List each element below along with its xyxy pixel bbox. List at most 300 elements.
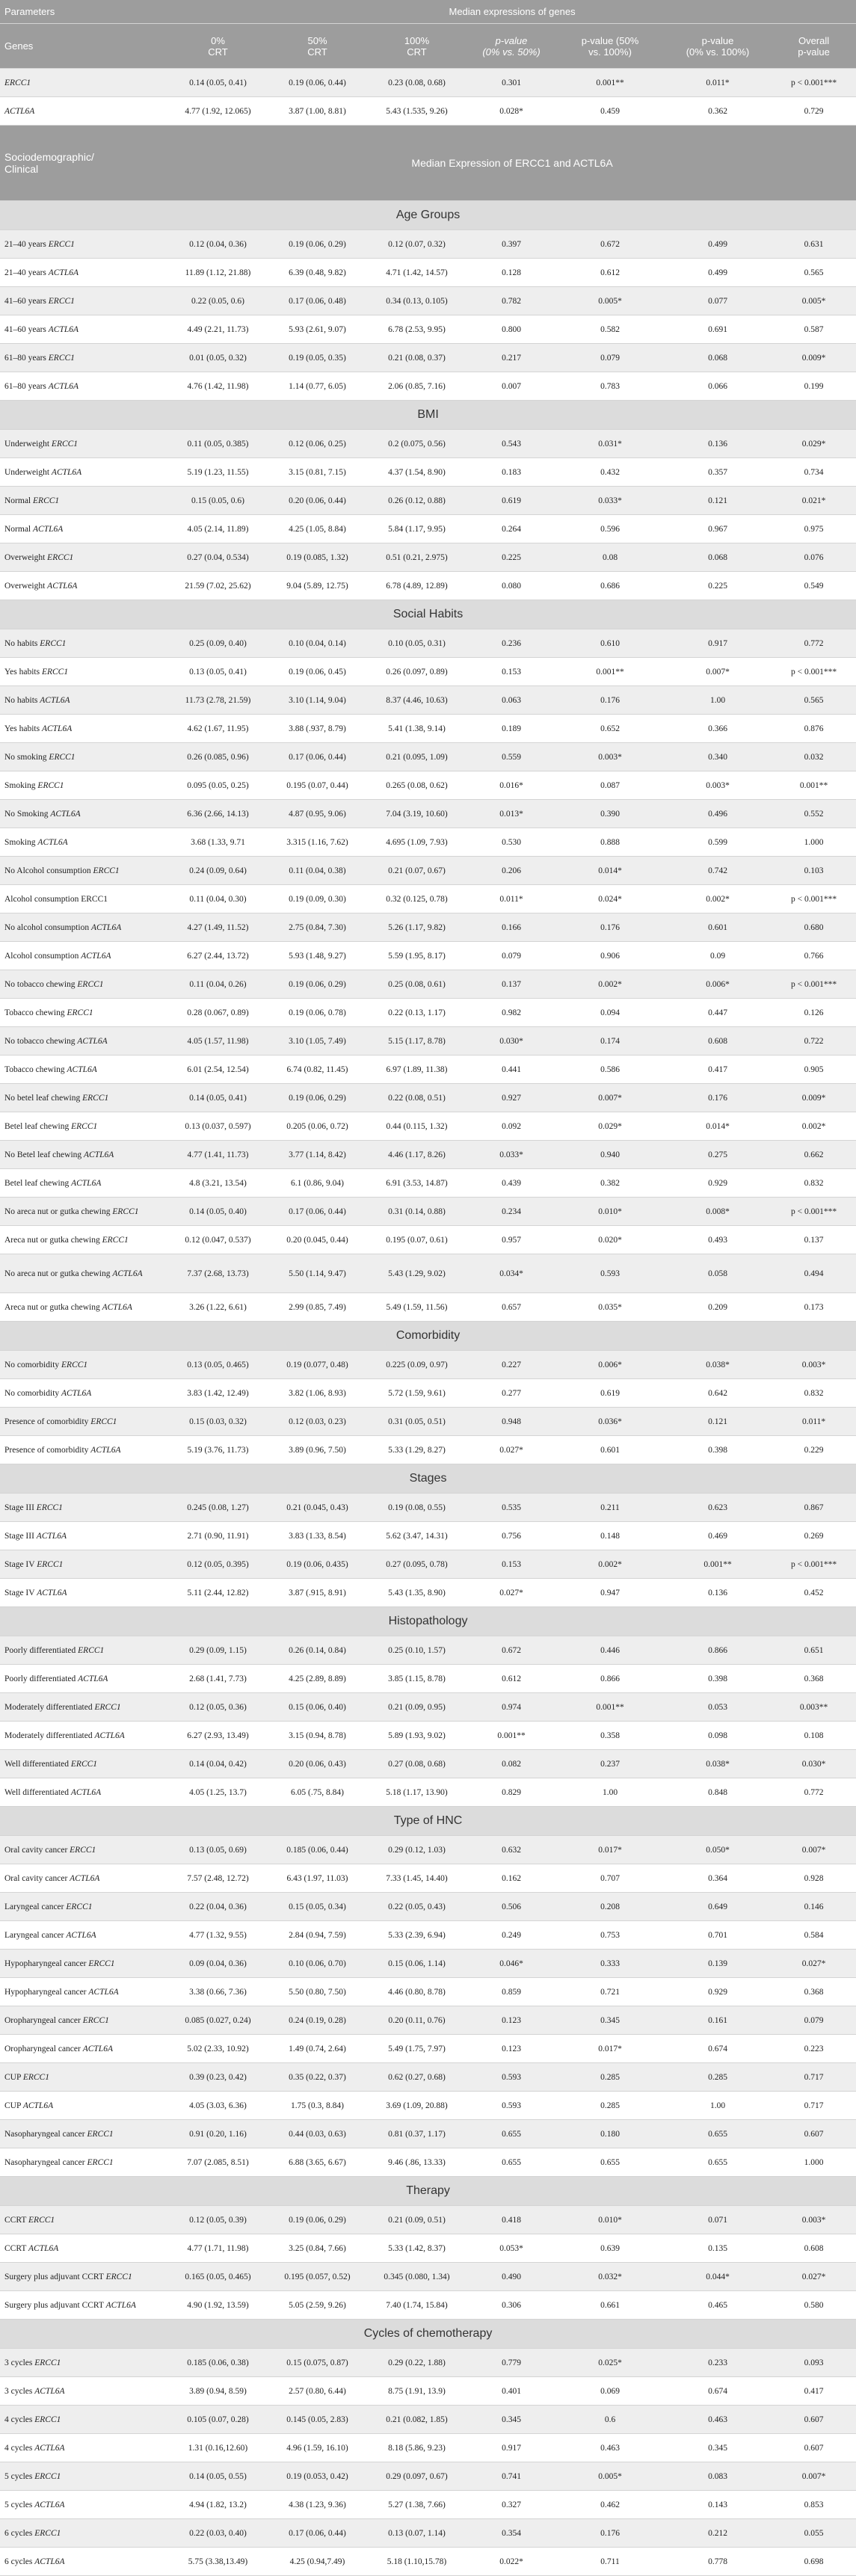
- table-row: [0, 315, 856, 344]
- row-label-text: Stage IV: [4, 1588, 35, 1597]
- table-cell: 0.176: [556, 2519, 664, 2548]
- table-row: [0, 2006, 856, 2035]
- table-row: [0, 430, 856, 458]
- gene-name: ACTL6A: [0, 97, 168, 126]
- median-title: Median expressions of genes: [168, 0, 856, 24]
- table-cell: 0.742: [664, 857, 772, 885]
- table-cell: 0.036*: [556, 1408, 664, 1436]
- table-cell: 0.417: [664, 1056, 772, 1084]
- table-cell: 4.94 (1.82, 13.2): [168, 2491, 268, 2519]
- table-cell: 0.083: [664, 2462, 772, 2491]
- table-cell: 0.686: [556, 572, 664, 600]
- table-cell: 6.39 (0.48, 9.82): [268, 259, 367, 287]
- table-cell: 9.04 (5.89, 12.75): [268, 572, 367, 600]
- row-label: [0, 572, 168, 600]
- row-label-text: Betel leaf chewing: [4, 1121, 70, 1131]
- row-label: [0, 970, 168, 999]
- table-cell: 0.19 (0.06, 0.29): [268, 970, 367, 999]
- table-cell: 0.680: [772, 913, 856, 942]
- table-cell: 0.957: [467, 1226, 556, 1254]
- table-cell: 0.082: [467, 1750, 556, 1778]
- table-cell: 6.1 (0.86, 9.04): [268, 1169, 367, 1198]
- row-label: [0, 1636, 168, 1665]
- table-cell: 0.610: [556, 629, 664, 658]
- table-cell: 11.89 (1.12, 21.88): [168, 259, 268, 287]
- gene-name: ACTL6A: [34, 2500, 65, 2509]
- row-label: [0, 430, 168, 458]
- table-cell: 0.094: [556, 999, 664, 1027]
- row-label: [0, 2548, 168, 2576]
- table-cell: 5.33 (1.29, 8.27): [367, 1436, 467, 1464]
- table-cell: 0.948: [467, 1408, 556, 1436]
- table-cell: 1.14 (0.77, 6.05): [268, 372, 367, 401]
- table-cell: p < 0.001***: [772, 69, 856, 97]
- table-cell: 0.017*: [556, 1836, 664, 1864]
- table-cell: 0.080: [467, 572, 556, 600]
- row-label: [0, 1436, 168, 1464]
- table-cell: 5.93 (2.61, 9.07): [268, 315, 367, 344]
- row-label-text: Smoking: [4, 837, 36, 847]
- table-cell: 0.11 (0.04, 0.26): [168, 970, 268, 999]
- table-cell: 0.432: [556, 458, 664, 487]
- row-label-text: Areca nut or gutka chewing: [4, 1235, 100, 1245]
- table-cell: 3.69 (1.09, 20.88): [367, 2092, 467, 2120]
- table-cell: 0.022*: [467, 2548, 556, 2576]
- table-cell: 5.05 (2.59, 9.26): [268, 2291, 367, 2320]
- row-label-text: Laryngeal cancer: [4, 1902, 64, 1911]
- table-cell: 0.12 (0.05, 0.395): [168, 1550, 268, 1579]
- gene-name: ERCC1: [48, 353, 75, 363]
- table-cell: 0.345: [467, 2406, 556, 2434]
- table-cell: 0.354: [467, 2519, 556, 2548]
- table-cell: 6.36 (2.66, 14.13): [168, 800, 268, 828]
- table-cell: 0.245 (0.08, 1.27): [168, 1494, 268, 1522]
- row-label-text: No betel leaf chewing: [4, 1093, 81, 1103]
- table-row: [0, 1494, 856, 1522]
- table-cell: 1.31 (0.16,12.60): [168, 2434, 268, 2462]
- row-label: [0, 2519, 168, 2548]
- gene-name: ACTL6A: [48, 268, 79, 277]
- gene-name: ACTL6A: [67, 1064, 97, 1074]
- table-cell: 0.639: [556, 2234, 664, 2263]
- table-cell: 0.035*: [556, 1293, 664, 1322]
- table-cell: 5.33 (1.42, 8.37): [367, 2234, 467, 2263]
- table-cell: 4.27 (1.49, 11.52): [168, 913, 268, 942]
- table-cell: 0.717: [772, 2092, 856, 2120]
- table-cell: 0.362: [664, 97, 772, 126]
- row-label: [0, 2491, 168, 2519]
- table-cell: 0.619: [467, 487, 556, 515]
- table-cell: 0.017*: [556, 2035, 664, 2063]
- table-cell: 0.22 (0.05, 0.43): [367, 1893, 467, 1921]
- table-cell: 3.77 (1.14, 8.42): [268, 1141, 367, 1169]
- table-cell: 0.345 (0.080, 1.34): [367, 2263, 467, 2291]
- table-cell: 4.25 (0.94,7.49): [268, 2548, 367, 2576]
- table-cell: 0.734: [772, 458, 856, 487]
- table-cell: 0.974: [467, 1693, 556, 1722]
- table-cell: 0.655: [556, 2148, 664, 2177]
- table-row: [0, 1254, 856, 1293]
- table-cell: 0.15 (0.06, 0.40): [268, 1693, 367, 1722]
- gene-name: ERCC1: [66, 1902, 93, 1911]
- table-cell: 0.967: [664, 515, 772, 543]
- table-cell: 0.26 (0.097, 0.89): [367, 658, 467, 686]
- table-cell: 4.87 (0.95, 9.06): [268, 800, 367, 828]
- table-cell: 0.301: [467, 69, 556, 97]
- table-cell: 3.89 (0.94, 8.59): [168, 2377, 268, 2406]
- header-row-parameters: [0, 0, 856, 24]
- table-cell: 0.34 (0.13, 0.105): [367, 287, 467, 315]
- table-cell: 0.15 (0.06, 1.14): [367, 1950, 467, 1978]
- row-label: [0, 800, 168, 828]
- table-cell: 0.020*: [556, 1226, 664, 1254]
- table-cell: 0.185 (0.06, 0.38): [168, 2349, 268, 2377]
- table-cell: 0.008*: [664, 1198, 772, 1226]
- table-row: [0, 515, 856, 543]
- row-label: [0, 857, 168, 885]
- gene-name: ACTL6A: [70, 1787, 102, 1797]
- table-row: [0, 1693, 856, 1722]
- table-cell: 0.741: [467, 2462, 556, 2491]
- table-cell: 0.227: [467, 1351, 556, 1379]
- table-cell: 0.345: [664, 2434, 772, 2462]
- table-cell: 0.888: [556, 828, 664, 857]
- row-label-text: Laryngeal cancer: [4, 1930, 64, 1940]
- table-row: [0, 658, 856, 686]
- table-row: [0, 2462, 856, 2491]
- row-label-text: Tobacco chewing: [4, 1064, 65, 1074]
- row-label-text: Nasopharyngeal cancer: [4, 2157, 85, 2167]
- row-label: [0, 828, 168, 857]
- table-cell: 8.75 (1.91, 13.9): [367, 2377, 467, 2406]
- gene-name: ACTL6A: [84, 1150, 114, 1159]
- table-cell: 0.17 (0.06, 0.44): [268, 1198, 367, 1226]
- table-row: [0, 230, 856, 259]
- table-cell: 0.29 (0.09, 1.15): [168, 1636, 268, 1665]
- row-label-text: 5 cycles: [4, 2471, 33, 2481]
- table-cell: 0.003*: [772, 1351, 856, 1379]
- table-cell: 0.2 (0.075, 0.56): [367, 430, 467, 458]
- table-cell: 0.063: [467, 686, 556, 715]
- table-cell: 0.582: [556, 315, 664, 344]
- table-cell: 0.494: [772, 1254, 856, 1293]
- row-label: [0, 1665, 168, 1693]
- table-cell: 0.14 (0.04, 0.42): [168, 1750, 268, 1778]
- table-cell: 0.108: [772, 1722, 856, 1750]
- gene-name: ERCC1: [93, 866, 120, 875]
- row-label-text: 4 cycles: [4, 2415, 33, 2424]
- table-cell: 0.225: [467, 543, 556, 572]
- table-cell: 1.00: [556, 1778, 664, 1807]
- row-label-text: Underweight: [4, 439, 50, 449]
- table-cell: 6.27 (2.93, 13.49): [168, 1722, 268, 1750]
- table-cell: 0.866: [556, 1665, 664, 1693]
- table-row: [0, 2234, 856, 2263]
- table-row: [0, 2491, 856, 2519]
- row-label-text: No areca nut or gutka chewing: [4, 1269, 111, 1278]
- table-cell: 0.565: [772, 686, 856, 715]
- table-cell: 0.22 (0.04, 0.36): [168, 1893, 268, 1921]
- table-cell: 0.368: [772, 1665, 856, 1693]
- table-cell: 0.225 (0.09, 0.97): [367, 1351, 467, 1379]
- table-cell: 0.077: [664, 287, 772, 315]
- table-cell: 5.26 (1.17, 9.82): [367, 913, 467, 942]
- gene-name: ACTL6A: [70, 1873, 100, 1883]
- row-label-text: No comorbidity: [4, 1360, 60, 1369]
- table-cell: 0.211: [556, 1494, 664, 1522]
- table-cell: 4.77 (1.92, 12.065): [168, 97, 268, 126]
- table-cell: 0.906: [556, 942, 664, 970]
- table-cell: 0.209: [664, 1293, 772, 1322]
- table-cell: 4.05 (1.57, 11.98): [168, 1027, 268, 1056]
- table-cell: 0.657: [467, 1293, 556, 1322]
- row-label-text: Hypopharyngeal cancer: [4, 1987, 87, 1997]
- row-label-text: No habits: [4, 638, 38, 648]
- table-cell: 0.053*: [467, 2234, 556, 2263]
- table-cell: 0.832: [772, 1169, 856, 1198]
- table-cell: 2.68 (1.41, 7.73): [168, 1665, 268, 1693]
- table-row: [0, 771, 856, 800]
- row-label-text: Moderately differentiated: [4, 1702, 93, 1712]
- table-row: [0, 1778, 856, 1807]
- table-cell: 0.44 (0.03, 0.63): [268, 2120, 367, 2148]
- table-cell: 0.14 (0.05, 0.41): [168, 69, 268, 97]
- table-row: [0, 1550, 856, 1579]
- table-cell: 0.183: [467, 458, 556, 487]
- row-label: [0, 1693, 168, 1722]
- table-cell: 5.33 (2.39, 6.94): [367, 1921, 467, 1950]
- row-label: [0, 2206, 168, 2234]
- row-label-text: Alcohol consumption ERCC1: [4, 894, 108, 904]
- gene-name: ACTL6A: [66, 1930, 96, 1940]
- row-label: [0, 1522, 168, 1550]
- gene-name: ACTL6A: [51, 467, 82, 477]
- table-cell: 0.601: [664, 913, 772, 942]
- table-cell: 0.947: [556, 1579, 664, 1607]
- table-cell: 0.087: [556, 771, 664, 800]
- table-cell: 0.165 (0.05, 0.465): [168, 2263, 268, 2291]
- table-cell: 0.11 (0.04, 0.38): [268, 857, 367, 885]
- table-cell: 0.612: [556, 259, 664, 287]
- sociodemographic-label: Sociodemographic/ Clinical: [0, 126, 168, 201]
- parameters-label: Parameters: [0, 0, 168, 24]
- table-cell: 0.698: [772, 2548, 856, 2576]
- table-cell: 0.19 (0.06, 0.29): [268, 1084, 367, 1112]
- table-cell: 7.57 (2.48, 12.72): [168, 1864, 268, 1893]
- row-label: [0, 1379, 168, 1408]
- table-cell: 0.237: [556, 1750, 664, 1778]
- table-cell: 0.223: [772, 2035, 856, 2063]
- table-cell: 0.982: [467, 999, 556, 1027]
- table-cell: 0.729: [772, 97, 856, 126]
- row-label-text: 5 cycles: [4, 2500, 33, 2509]
- table-cell: 0.176: [664, 1084, 772, 1112]
- table-row: [0, 1056, 856, 1084]
- table-cell: 0.233: [664, 2349, 772, 2377]
- section-title: Comorbidity: [0, 1322, 856, 1351]
- table-cell: 0.135: [664, 2234, 772, 2263]
- table-cell: 0.013*: [467, 800, 556, 828]
- table-cell: 0.285: [556, 2092, 664, 2120]
- table-cell: 0.093: [772, 2349, 856, 2377]
- table-cell: 0.21 (0.045, 0.43): [268, 1494, 367, 1522]
- row-label-text: Underweight: [4, 467, 50, 477]
- table-cell: 0.007*: [772, 1836, 856, 1864]
- table-cell: 4.96 (1.59, 16.10): [268, 2434, 367, 2462]
- table-cell: 0.25 (0.09, 0.40): [168, 629, 268, 658]
- table-cell: 0.459: [556, 97, 664, 126]
- row-label-text: 3 cycles: [4, 2358, 33, 2367]
- table-cell: 0.285: [664, 2063, 772, 2092]
- row-label-text: Oropharyngeal cancer: [4, 2044, 81, 2053]
- row-label: [0, 1750, 168, 1778]
- table-cell: 0.586: [556, 1056, 664, 1084]
- row-label-text: Moderately differentiated: [4, 1731, 93, 1740]
- table-cell: 3.85 (1.15, 8.78): [367, 1665, 467, 1693]
- table-cell: 5.49 (1.59, 11.56): [367, 1293, 467, 1322]
- table-cell: 4.05 (1.25, 13.7): [168, 1778, 268, 1807]
- gene-name: ACTL6A: [105, 2300, 136, 2310]
- table-cell: 0.44 (0.115, 1.32): [367, 1112, 467, 1141]
- row-label-text: Yes habits: [4, 667, 40, 677]
- table-row: [0, 1893, 856, 1921]
- row-label-text: Stage III: [4, 1503, 34, 1512]
- table-cell: 0.31 (0.05, 0.51): [367, 1408, 467, 1436]
- table-cell: 0.25 (0.10, 1.57): [367, 1636, 467, 1665]
- table-cell: 7.40 (1.74, 15.84): [367, 2291, 467, 2320]
- table-cell: 0.619: [556, 1379, 664, 1408]
- table-cell: 0.465: [664, 2291, 772, 2320]
- table-row: [0, 828, 856, 857]
- table-cell: 0.929: [664, 1169, 772, 1198]
- table-cell: 0.35 (0.22, 0.37): [268, 2063, 367, 2092]
- table-cell: 2.99 (0.85, 7.49): [268, 1293, 367, 1322]
- table-cell: 0.19 (0.077, 0.48): [268, 1351, 367, 1379]
- table-cell: 4.38 (1.23, 9.36): [268, 2491, 367, 2519]
- row-label-text: Normal: [4, 524, 31, 534]
- table-cell: 0.21 (0.082, 1.85): [367, 2406, 467, 2434]
- table-cell: 4.05 (3.03, 6.36): [168, 2092, 268, 2120]
- table-row: [0, 1379, 856, 1408]
- table-cell: 0.033*: [467, 1141, 556, 1169]
- section-title: BMI: [0, 401, 856, 430]
- section-title: Stages: [0, 1464, 856, 1494]
- table-cell: 0.14 (0.05, 0.40): [168, 1198, 268, 1226]
- table-cell: 0.674: [664, 2035, 772, 2063]
- col-header: 100% CRT: [367, 24, 467, 69]
- table-cell: 0.030*: [467, 1027, 556, 1056]
- row-label: [0, 1293, 168, 1322]
- table-cell: 0.010*: [556, 1198, 664, 1226]
- table-cell: 0.010*: [556, 2206, 664, 2234]
- gene-name: ERCC1: [36, 1503, 63, 1512]
- gene-name: ACTL6A: [34, 2443, 65, 2453]
- table-cell: 0.607: [772, 2434, 856, 2462]
- row-label-text: No habits: [4, 695, 38, 705]
- table-cell: 0.22 (0.05, 0.6): [168, 287, 268, 315]
- col-header: 50% CRT: [268, 24, 367, 69]
- row-label-text: No tobacco chewing: [4, 979, 76, 989]
- table-cell: 0.195 (0.07, 0.44): [268, 771, 367, 800]
- table-cell: 0.11 (0.05, 0.385): [168, 430, 268, 458]
- section-title: Type of HNC: [0, 1807, 856, 1836]
- table-cell: 0.368: [772, 1978, 856, 2006]
- table-cell: 0.29 (0.22, 1.88): [367, 2349, 467, 2377]
- row-label-text: Surgery plus adjuvant CCRT: [4, 2272, 104, 2281]
- table-row: [0, 800, 856, 828]
- table-cell: 0.08: [556, 543, 664, 572]
- table-cell: 0.174: [556, 1027, 664, 1056]
- table-cell: 7.37 (2.68, 13.73): [168, 1254, 268, 1293]
- table-row: [0, 1436, 856, 1464]
- table-row: [0, 1522, 856, 1550]
- row-label: [0, 1836, 168, 1864]
- gene-name: ERCC1: [112, 1207, 139, 1216]
- table-cell: 0.28 (0.067, 0.89): [168, 999, 268, 1027]
- table-cell: 0.058: [664, 1254, 772, 1293]
- gene-row: [0, 69, 856, 97]
- table-cell: 0.19 (0.06, 0.45): [268, 658, 367, 686]
- table-cell: 0.642: [664, 1379, 772, 1408]
- table-cell: 0.098: [664, 1722, 772, 1750]
- table-cell: 3.315 (1.16, 7.62): [268, 828, 367, 857]
- table-cell: 0.128: [467, 259, 556, 287]
- table-row: [0, 1084, 856, 1112]
- table-cell: 0.552: [772, 800, 856, 828]
- gene-name: ACTL6A: [61, 1388, 92, 1398]
- table-cell: 0.205 (0.06, 0.72): [268, 1112, 367, 1141]
- table-cell: 5.19 (1.23, 11.55): [168, 458, 268, 487]
- gene-name: ERCC1: [105, 2272, 132, 2281]
- table-cell: 4.77 (1.41, 11.73): [168, 1141, 268, 1169]
- table-cell: 0.17 (0.06, 0.44): [268, 743, 367, 771]
- table-cell: 0.029*: [772, 430, 856, 458]
- table-cell: 0.126: [772, 999, 856, 1027]
- gene-name: ACTL6A: [34, 2557, 65, 2566]
- header-row-sociodemographic: [0, 126, 856, 201]
- sociodemographic-title: Median Expression of ERCC1 and ACTL6A: [168, 126, 856, 201]
- table-cell: 3.10 (1.05, 7.49): [268, 1027, 367, 1056]
- table-cell: 1.00: [664, 686, 772, 715]
- table-cell: 9.46 (.86, 13.33): [367, 2148, 467, 2177]
- table-cell: 0.306: [467, 2291, 556, 2320]
- gene-name: ACTL6A: [112, 1269, 143, 1278]
- row-label-text: CUP: [4, 2072, 21, 2082]
- table-cell: 0.26 (0.14, 0.84): [268, 1636, 367, 1665]
- row-label-text: Betel leaf chewing: [4, 1178, 70, 1188]
- gene-name: ERCC1: [77, 979, 104, 989]
- table-cell: 0.866: [664, 1636, 772, 1665]
- row-label-text: Nasopharyngeal cancer: [4, 2129, 85, 2139]
- table-cell: 0.398: [664, 1436, 772, 1464]
- table-cell: p < 0.001***: [772, 1550, 856, 1579]
- gene-name: ERCC1: [37, 1559, 64, 1569]
- table-cell: 0.22 (0.13, 1.17): [367, 999, 467, 1027]
- table-cell: 0.139: [664, 1950, 772, 1978]
- table-cell: 0.15 (0.03, 0.32): [168, 1408, 268, 1436]
- gene-name: ERCC1: [70, 1845, 96, 1855]
- gene-name: ACTL6A: [77, 1036, 108, 1046]
- section-title: Cycles of chemotherapy: [0, 2320, 856, 2349]
- table-cell: 0.587: [772, 315, 856, 344]
- table-cell: 0.782: [467, 287, 556, 315]
- table-row: [0, 572, 856, 600]
- table-row: [0, 2434, 856, 2462]
- table-cell: 0.044*: [664, 2263, 772, 2291]
- table-cell: 0.136: [664, 1579, 772, 1607]
- table-cell: 0.277: [467, 1379, 556, 1408]
- table-cell: 11.73 (2.78, 21.59): [168, 686, 268, 715]
